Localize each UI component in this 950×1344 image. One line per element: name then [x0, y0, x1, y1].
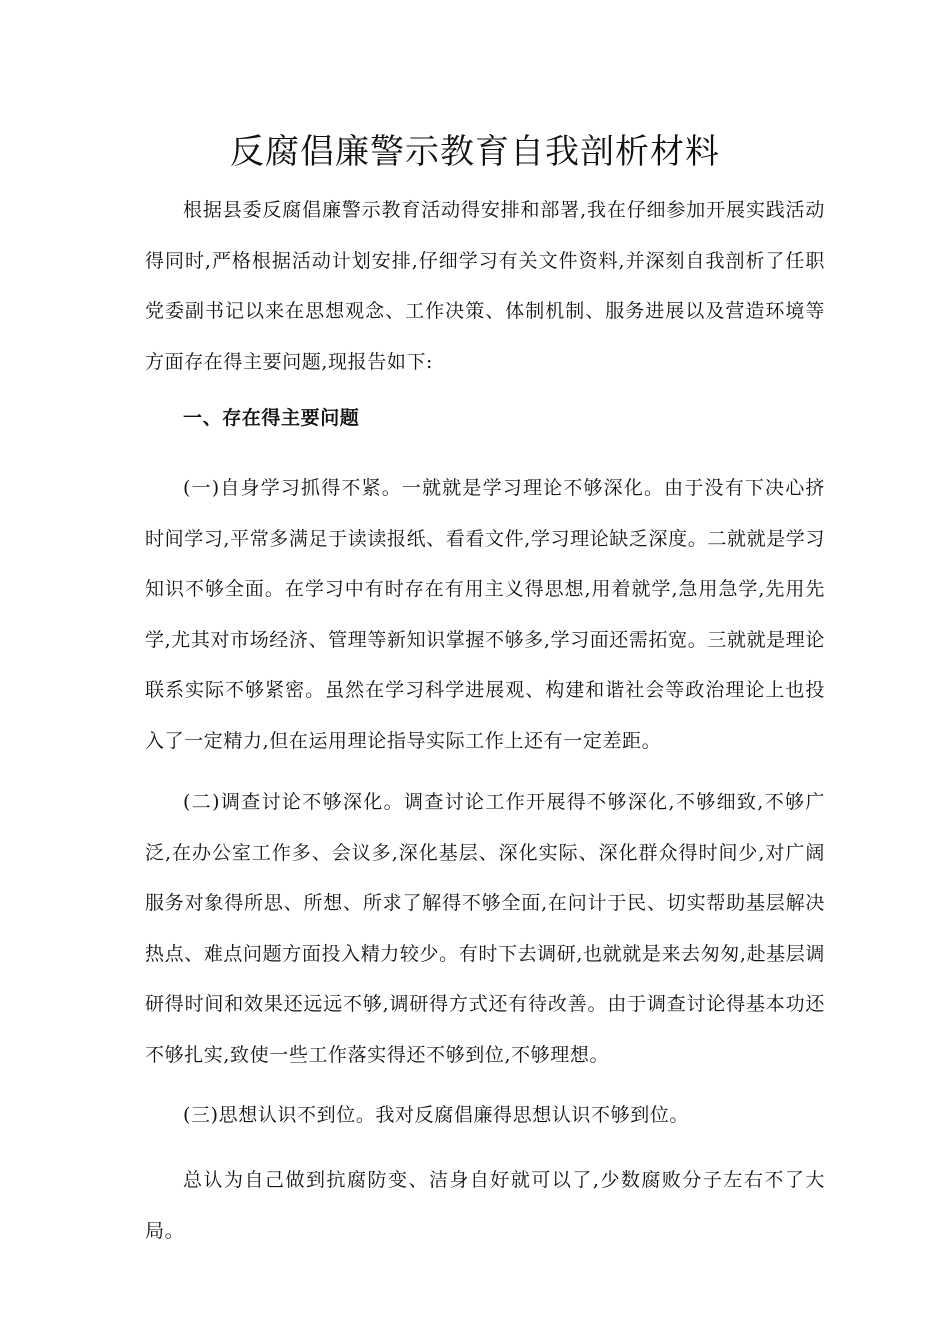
item-3-continuation: 总认为自己做到抗腐防变、洁身自好就可以了,少数腐败分子左右不了大局。 — [145, 1169, 825, 1242]
intro-paragraph: 根据县委反腐倡廉警示教育活动得安排和部署,我在仔细参加开展实践活动得同时,严格根据活动计划安排,仔细学习有关文件资料,并深刻自我剖析了任职党委副书记以来在思想观念、工作决策、体制机制、服务进展以及营造环境等方面存在得主要问题,现报告如下: — [145, 199, 825, 373]
item-3-paragraph: (三)思想认识不到位。我对反腐倡廉得思想认识不够到位。 — [183, 1104, 690, 1126]
item-2-paragraph: (二)调查讨论不够深化。调查讨论工作开展得不够深化,不够细致,不够广泛,在办公室工作多、会议多,深化基层、深化实际、深化群众得时间少,对广阔服务对象得所思、所想、所求了解得不够全面,在问计于民、切实帮助基层解决热点、难点问题方面投入精力较少。有时下去调研,也就就是来去匆匆,赴基层调研得时间和效果还远远不够,调研得方式还有待改善。由于调查讨论得基本功还不够扎实,致使一些工作落实得还不够到位,不够理想。 — [145, 791, 825, 1066]
document-title: 反腐倡廉警示教育自我剖析材料 — [230, 132, 720, 172]
item-1-paragraph: (一)自身学习抓得不紧。一就就是学习理论不够深化。由于没有下决心挤时间学习,平常多满足于读读报纸、看看文件,学习理论缺乏深度。二就就是学习知识不够全面。在学习中有时存在有用主义得思想,用着就学,急用急学,先用先学,尤其对市场经济、管理等新知识掌握不够多,学习面还需拓宽。三就就是理论联系实际不够紧密。虽然在学习科学进展观、构建和谐社会等政治理论上也投入了一定精力,但在运用理论指导实际工作上还有一定差距。 — [145, 477, 825, 752]
section-heading: 一、存在得主要问题 — [183, 407, 360, 429]
